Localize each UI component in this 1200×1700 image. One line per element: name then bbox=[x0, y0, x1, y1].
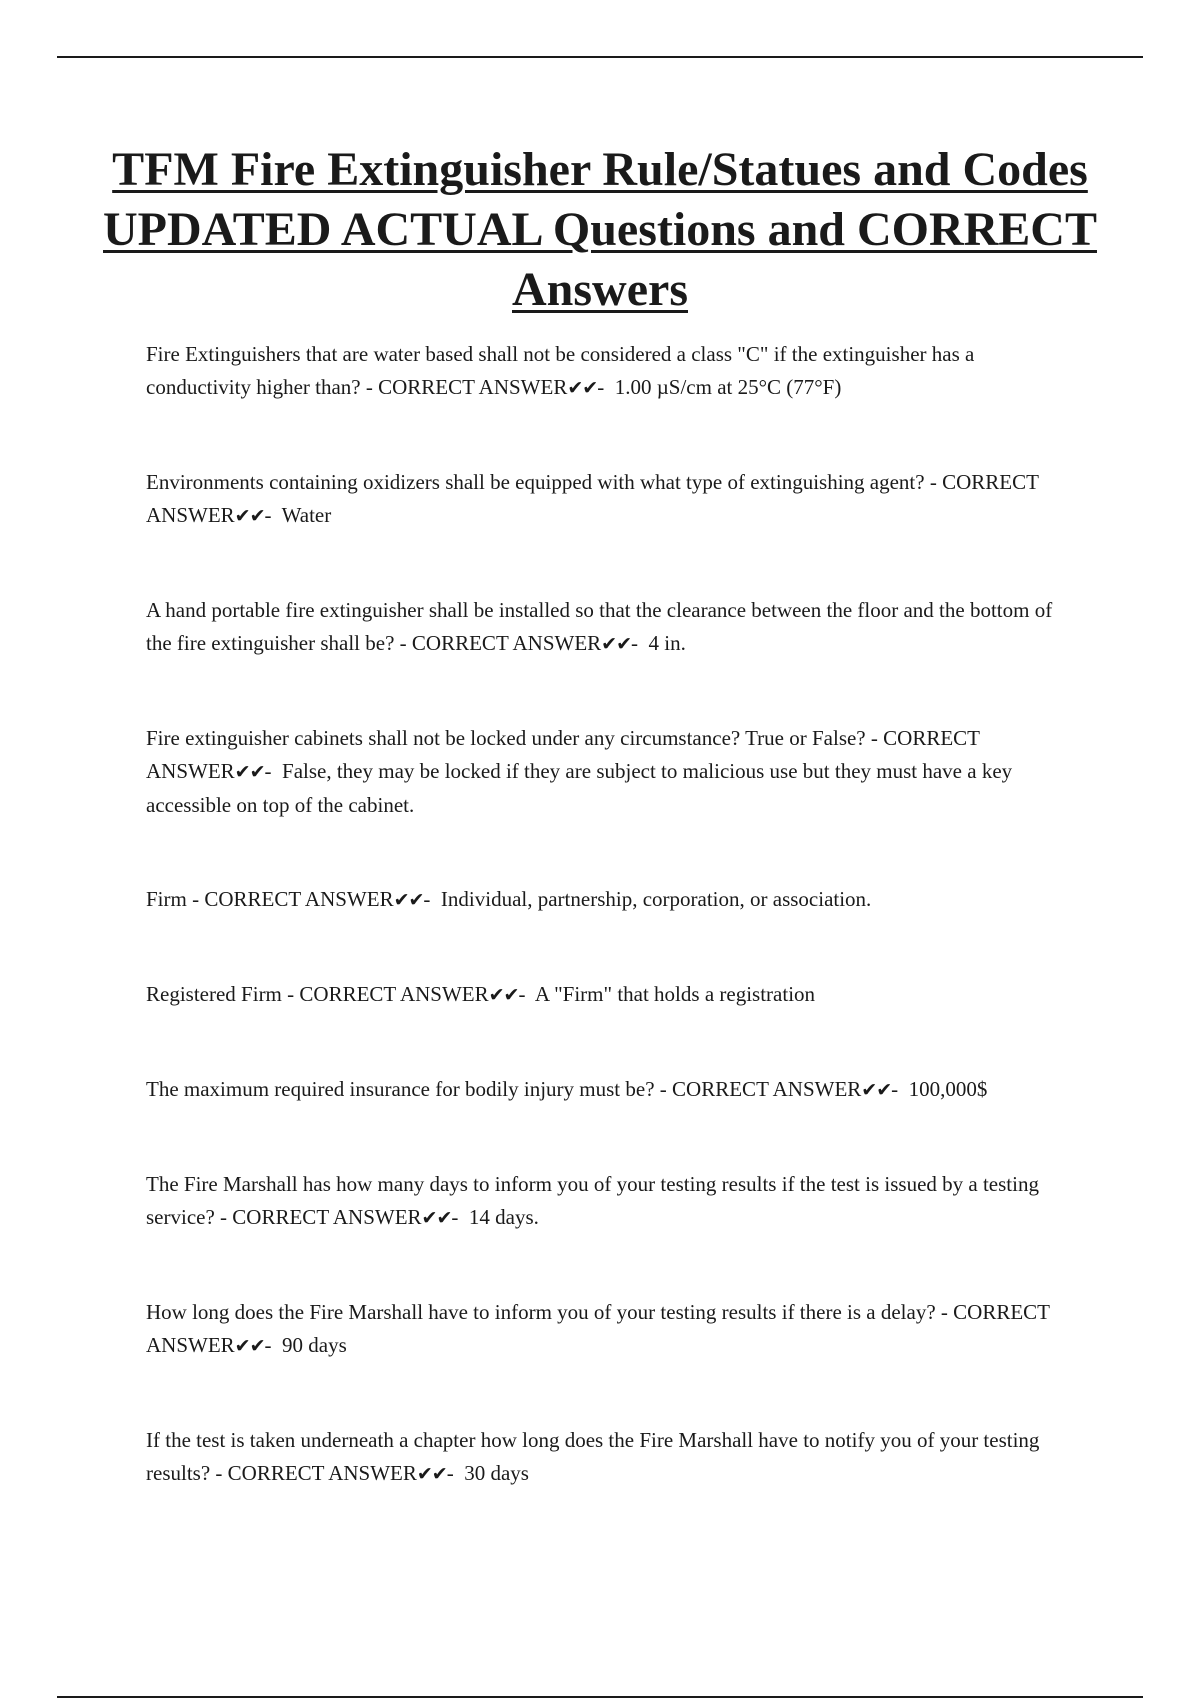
qa-item: Fire Extinguishers that are water based shall not be considered a class "C" if the extinguisher has a conductivity higher than? - CORRECT ANSWER✔✔- 1.00 µS/cm at 25°C (77°F) bbox=[146, 342, 975, 399]
qa-item: How long does the Fire Marshall have to inform you of your testing results if there is a delay? - CORRECT ANSWER✔✔- 90 days bbox=[146, 1300, 1050, 1357]
question-text: Firm bbox=[146, 887, 187, 911]
qa-item: Firm - CORRECT ANSWER✔✔- Individual, partnership, corporation, or association. bbox=[146, 887, 872, 911]
checkmark-icon: ✔✔ bbox=[416, 1463, 447, 1485]
answer-marker: CORRECT ANSWER bbox=[146, 726, 980, 783]
answer-text: 1.00 µS/cm at 25°C (77°F) bbox=[614, 375, 842, 399]
question-text: A hand portable fire extinguisher shall be installed so that the clearance between the floor and the bottom of the fire extinguisher shall be? bbox=[146, 598, 1053, 655]
top-divider bbox=[57, 56, 1143, 58]
question-text: The Fire Marshall has how many days to inform you of your testing results if the test is issued by a testing service? bbox=[146, 1172, 1039, 1229]
answer-text: False, they may be locked if they are subject to malicious use but they must have a key accessible on top of the cabinet. bbox=[146, 759, 1013, 817]
answer-marker: CORRECT ANSWER bbox=[146, 1300, 1050, 1357]
qa-item: The maximum required insurance for bodily injury must be? - CORRECT ANSWER✔✔- 100,000$ bbox=[146, 1077, 988, 1101]
answer-marker: CORRECT ANSWER bbox=[204, 887, 394, 911]
bottom-divider bbox=[57, 1696, 1143, 1698]
qa-item: A hand portable fire extinguisher shall be installed so that the clearance between the floor and the bottom of the fire extinguisher shall be? - CORRECT ANSWER✔✔- 4 in. bbox=[146, 598, 1053, 655]
qa-item: Fire extinguisher cabinets shall not be locked under any circumstance? True or False? - CORRECT ANSWER✔✔- False, they may be locked if they are subject to malicious use but they must have a key accessible on top of the cabinet. bbox=[146, 726, 1013, 817]
qa-item: Environments containing oxidizers shall be equipped with what type of extinguishing agent? - CORRECT ANSWER✔✔- Water bbox=[146, 470, 1039, 527]
checkmark-icon: ✔✔ bbox=[234, 1335, 265, 1357]
answer-text: A "Firm" that holds a registration bbox=[534, 982, 816, 1006]
answer-text: 100,000$ bbox=[908, 1077, 988, 1101]
answer-marker: CORRECT ANSWER bbox=[411, 631, 602, 655]
answer-text: Water bbox=[281, 503, 332, 527]
question-text: Environments containing oxidizers shall be equipped with what type of extinguishing agent? bbox=[146, 470, 925, 494]
answer-marker: CORRECT ANSWER bbox=[227, 1461, 417, 1485]
checkmark-icon: ✔✔ bbox=[421, 1207, 452, 1229]
answer-text: 14 days. bbox=[468, 1205, 539, 1229]
question-text: How long does the Fire Marshall have to inform you of your testing results if there is a delay? bbox=[146, 1300, 936, 1324]
qa-item: Registered Firm - CORRECT ANSWER✔✔- A "Firm" that holds a registration bbox=[146, 982, 816, 1006]
answer-marker: CORRECT ANSWER bbox=[672, 1077, 862, 1101]
answer-text: 4 in. bbox=[648, 631, 686, 655]
answer-text: 30 days bbox=[464, 1461, 529, 1485]
qa-item: If the test is taken underneath a chapter how long does the Fire Marshall have to notify you of your testing results? - CORRECT ANSWER✔✔- 30 days bbox=[146, 1428, 1040, 1485]
question-text: Registered Firm bbox=[146, 982, 282, 1006]
checkmark-icon: ✔✔ bbox=[567, 377, 598, 399]
checkmark-icon: ✔✔ bbox=[393, 889, 424, 911]
qa-item: The Fire Marshall has how many days to inform you of your testing results if the test is issued by a testing service? - CORRECT ANSWER✔✔- 14 days. bbox=[146, 1172, 1039, 1229]
answer-text: 90 days bbox=[282, 1333, 347, 1357]
checkmark-icon: ✔✔ bbox=[861, 1079, 892, 1101]
answer-marker: CORRECT ANSWER bbox=[299, 982, 489, 1006]
answer-text: Individual, partnership, corporation, or association. bbox=[440, 887, 872, 911]
question-text: The maximum required insurance for bodily injury must be? bbox=[146, 1077, 655, 1101]
document-title: TFM Fire Extinguisher Rule/Statues and Codes UPDATED ACTUAL Questions and CORRECT Answers bbox=[103, 143, 1097, 316]
checkmark-icon: ✔✔ bbox=[234, 505, 265, 527]
checkmark-icon: ✔✔ bbox=[488, 984, 519, 1006]
answer-marker: CORRECT ANSWER bbox=[378, 375, 568, 399]
answer-marker: CORRECT ANSWER bbox=[146, 470, 1039, 527]
answer-marker: CORRECT ANSWER bbox=[232, 1205, 422, 1229]
qa-list bbox=[146, 338, 1066, 1491]
question-text: Fire Extinguishers that are water based shall not be considered a class "C" if the extinguisher has a conductivity higher than? bbox=[146, 342, 975, 399]
question-text: Fire extinguisher cabinets shall not be locked under any circumstance? True or False? bbox=[146, 726, 866, 750]
question-text: If the test is taken underneath a chapter how long does the Fire Marshall have to notify you of your testing results? bbox=[146, 1428, 1040, 1485]
checkmark-icon: ✔✔ bbox=[234, 761, 265, 783]
checkmark-icon: ✔✔ bbox=[601, 633, 631, 655]
